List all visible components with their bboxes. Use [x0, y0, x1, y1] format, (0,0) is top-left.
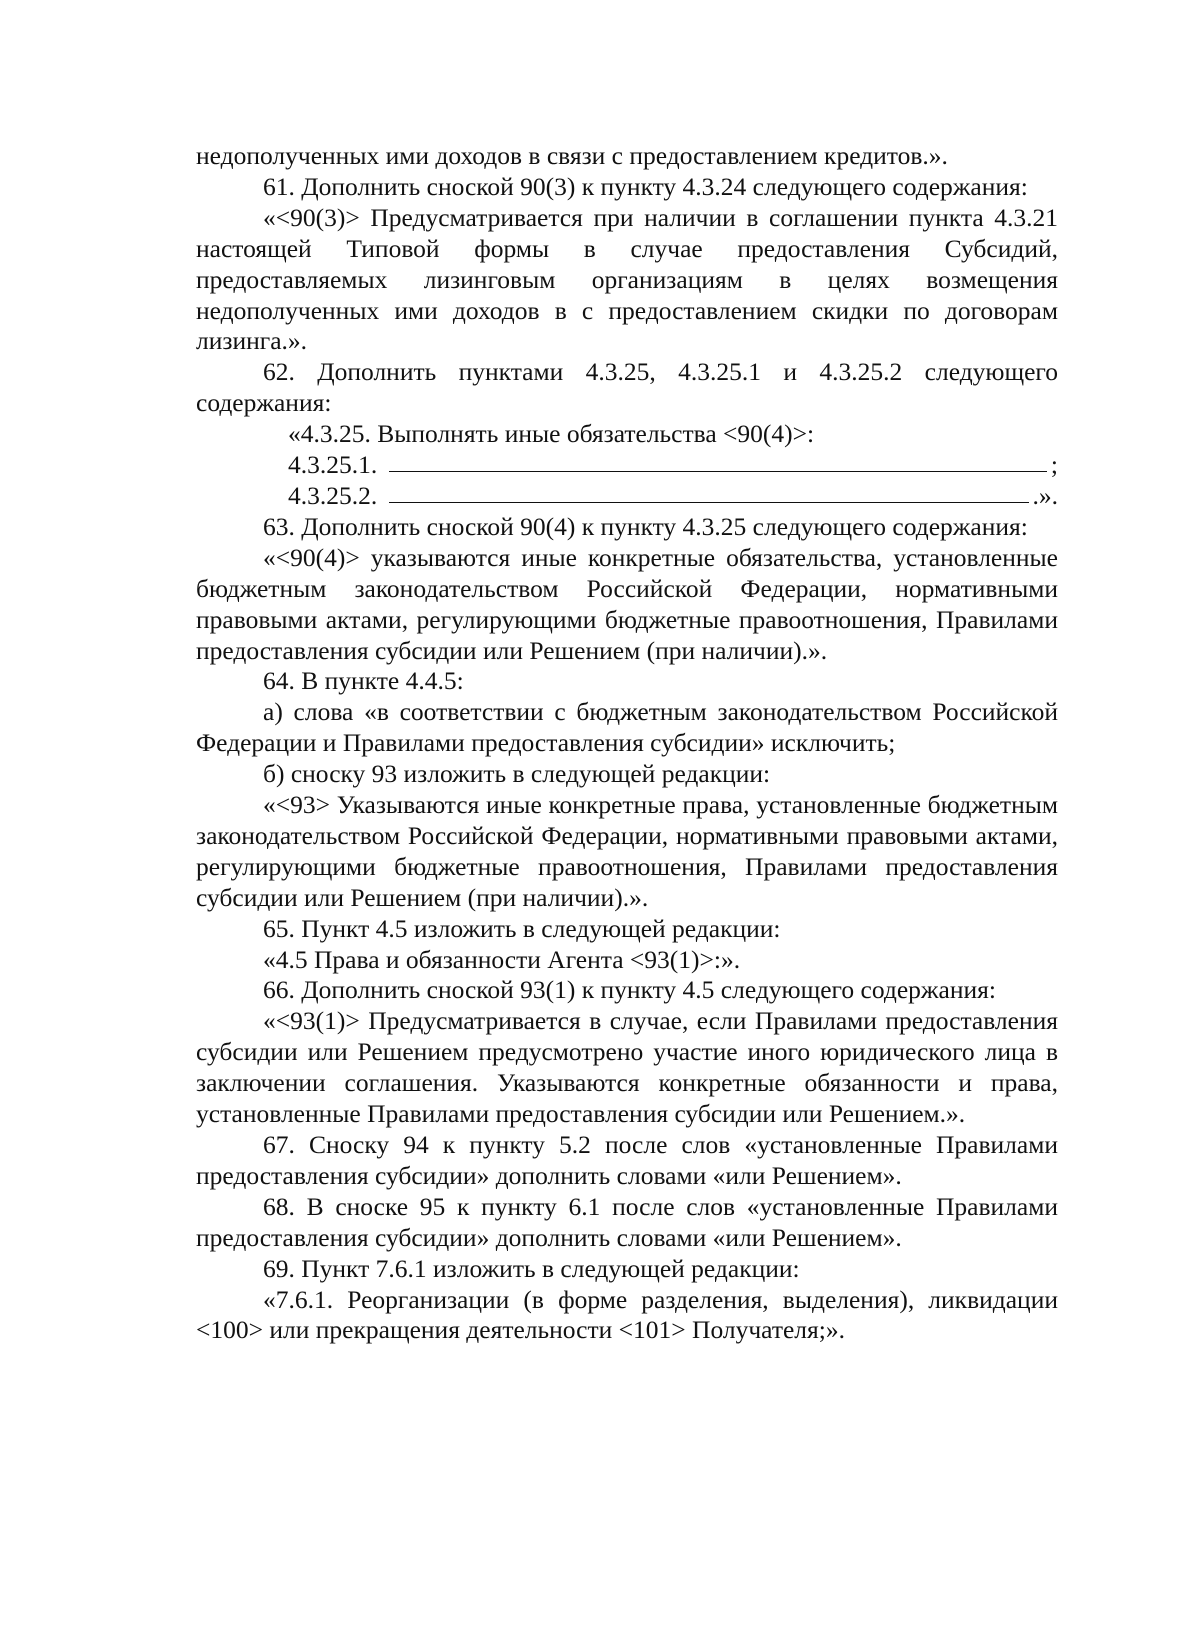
item-69: 69. Пункт 7.6.1 изложить в следующей редакции: — [263, 1253, 800, 1283]
footnote-93-1-text: «<93(1)> Предусматривается в случае, если Правилами предоставления субсидии или Решением предусмотрено участие иного юридического лица в заключении соглашения. Указываются конкретные обязанности и права, установленные Правилами предоставления субсидии или Решением.». — [196, 1006, 1058, 1129]
clause-4-3-25-1-number: 4.3.25.1. — [288, 450, 378, 480]
fill-in-blank-rule — [389, 482, 1028, 503]
item-64: 64. В пункте 4.4.5: — [263, 666, 464, 696]
clause-4-3-25-2-end: .». — [1032, 480, 1058, 510]
footnote-90-3-text: «<90(3)> Предусматривается при наличии в соглашении пункта 4.3.21 настоящей Типовой формы в случае предоставления Субсидий, предоставляемых лизинговым организациям в целях возмещения недополученных ими доходов в с предоставлением скидки по договорам лизинга.». — [196, 202, 1058, 356]
clause-4-3-25: «4.3.25. Выполнять иные обязательства <90(4)>: — [288, 419, 815, 449]
footnote-90-4-text: «<90(4)> указываются иные конкретные обязательства, установленные бюджетным законодательством Российской Федерации, нормативными правовыми актами, регулирующими бюджетные правоотношения, Правилами предоставления субсидии или Решением (при наличии).». — [196, 542, 1058, 665]
item-68: 68. В сноске 95 к пункту 6.1 после слов «установленные Правилами предоставления субсидии» дополнить словами «или Решением». — [196, 1191, 1058, 1252]
clause-4-3-25-1-end: ; — [1050, 450, 1058, 480]
clause-4-3-25-2-number: 4.3.25.2. — [288, 480, 378, 510]
fill-in-blank-rule — [389, 451, 1047, 472]
item-64-a: а) слова «в соответствии с бюджетным законодательством Российской Федерации и Правилами предоставления субсидии» исключить; — [196, 697, 1058, 758]
item-64-b: б) сноску 93 изложить в следующей редакции: — [263, 759, 771, 789]
document-body — [196, 141, 1058, 1346]
paragraph-continuation: недополученных ими доходов в связи с предоставлением кредитов.». — [196, 141, 948, 170]
item-62: 62. Дополнить пунктами 4.3.25, 4.3.25.1 и 4.3.25.2 следующего содержания: — [196, 357, 1058, 418]
clause-4-3-25-1-line — [196, 450, 1058, 481]
item-67: 67. Сноску 94 к пункту 5.2 после слов «установленные Правилами предоставления субсидии» дополнить словами «или Решением». — [196, 1130, 1058, 1190]
item-61: 61. Дополнить сноской 90(3) к пункту 4.3.24 следующего содержания: — [263, 171, 1028, 201]
item-66: 66. Дополнить сноской 93(1) к пункту 4.5 следующего содержания: — [263, 975, 996, 1005]
clause-4-5-text: «4.5 Права и обязанности Агента <93(1)>:». — [263, 944, 741, 974]
item-63: 63. Дополнить сноской 90(4) к пункту 4.3.25 следующего содержания: — [263, 511, 1028, 541]
item-65: 65. Пункт 4.5 изложить в следующей редакции: — [263, 913, 781, 943]
clause-4-3-25-2-line — [196, 481, 1058, 512]
clause-7-6-1-text: «7.6.1. Реорганизации (в форме разделения, выделения), ликвидации <100> или прекращения деятельности <101> Получателя;». — [196, 1284, 1058, 1345]
footnote-93-text: «<93> Указываются иные конкретные права, установленные бюджетным законодательством Российской Федерации, нормативными правовыми актами, регулирующими бюджетные правоотношения, Правилами предоставления субсидии или Решением (при наличии).». — [196, 790, 1058, 912]
